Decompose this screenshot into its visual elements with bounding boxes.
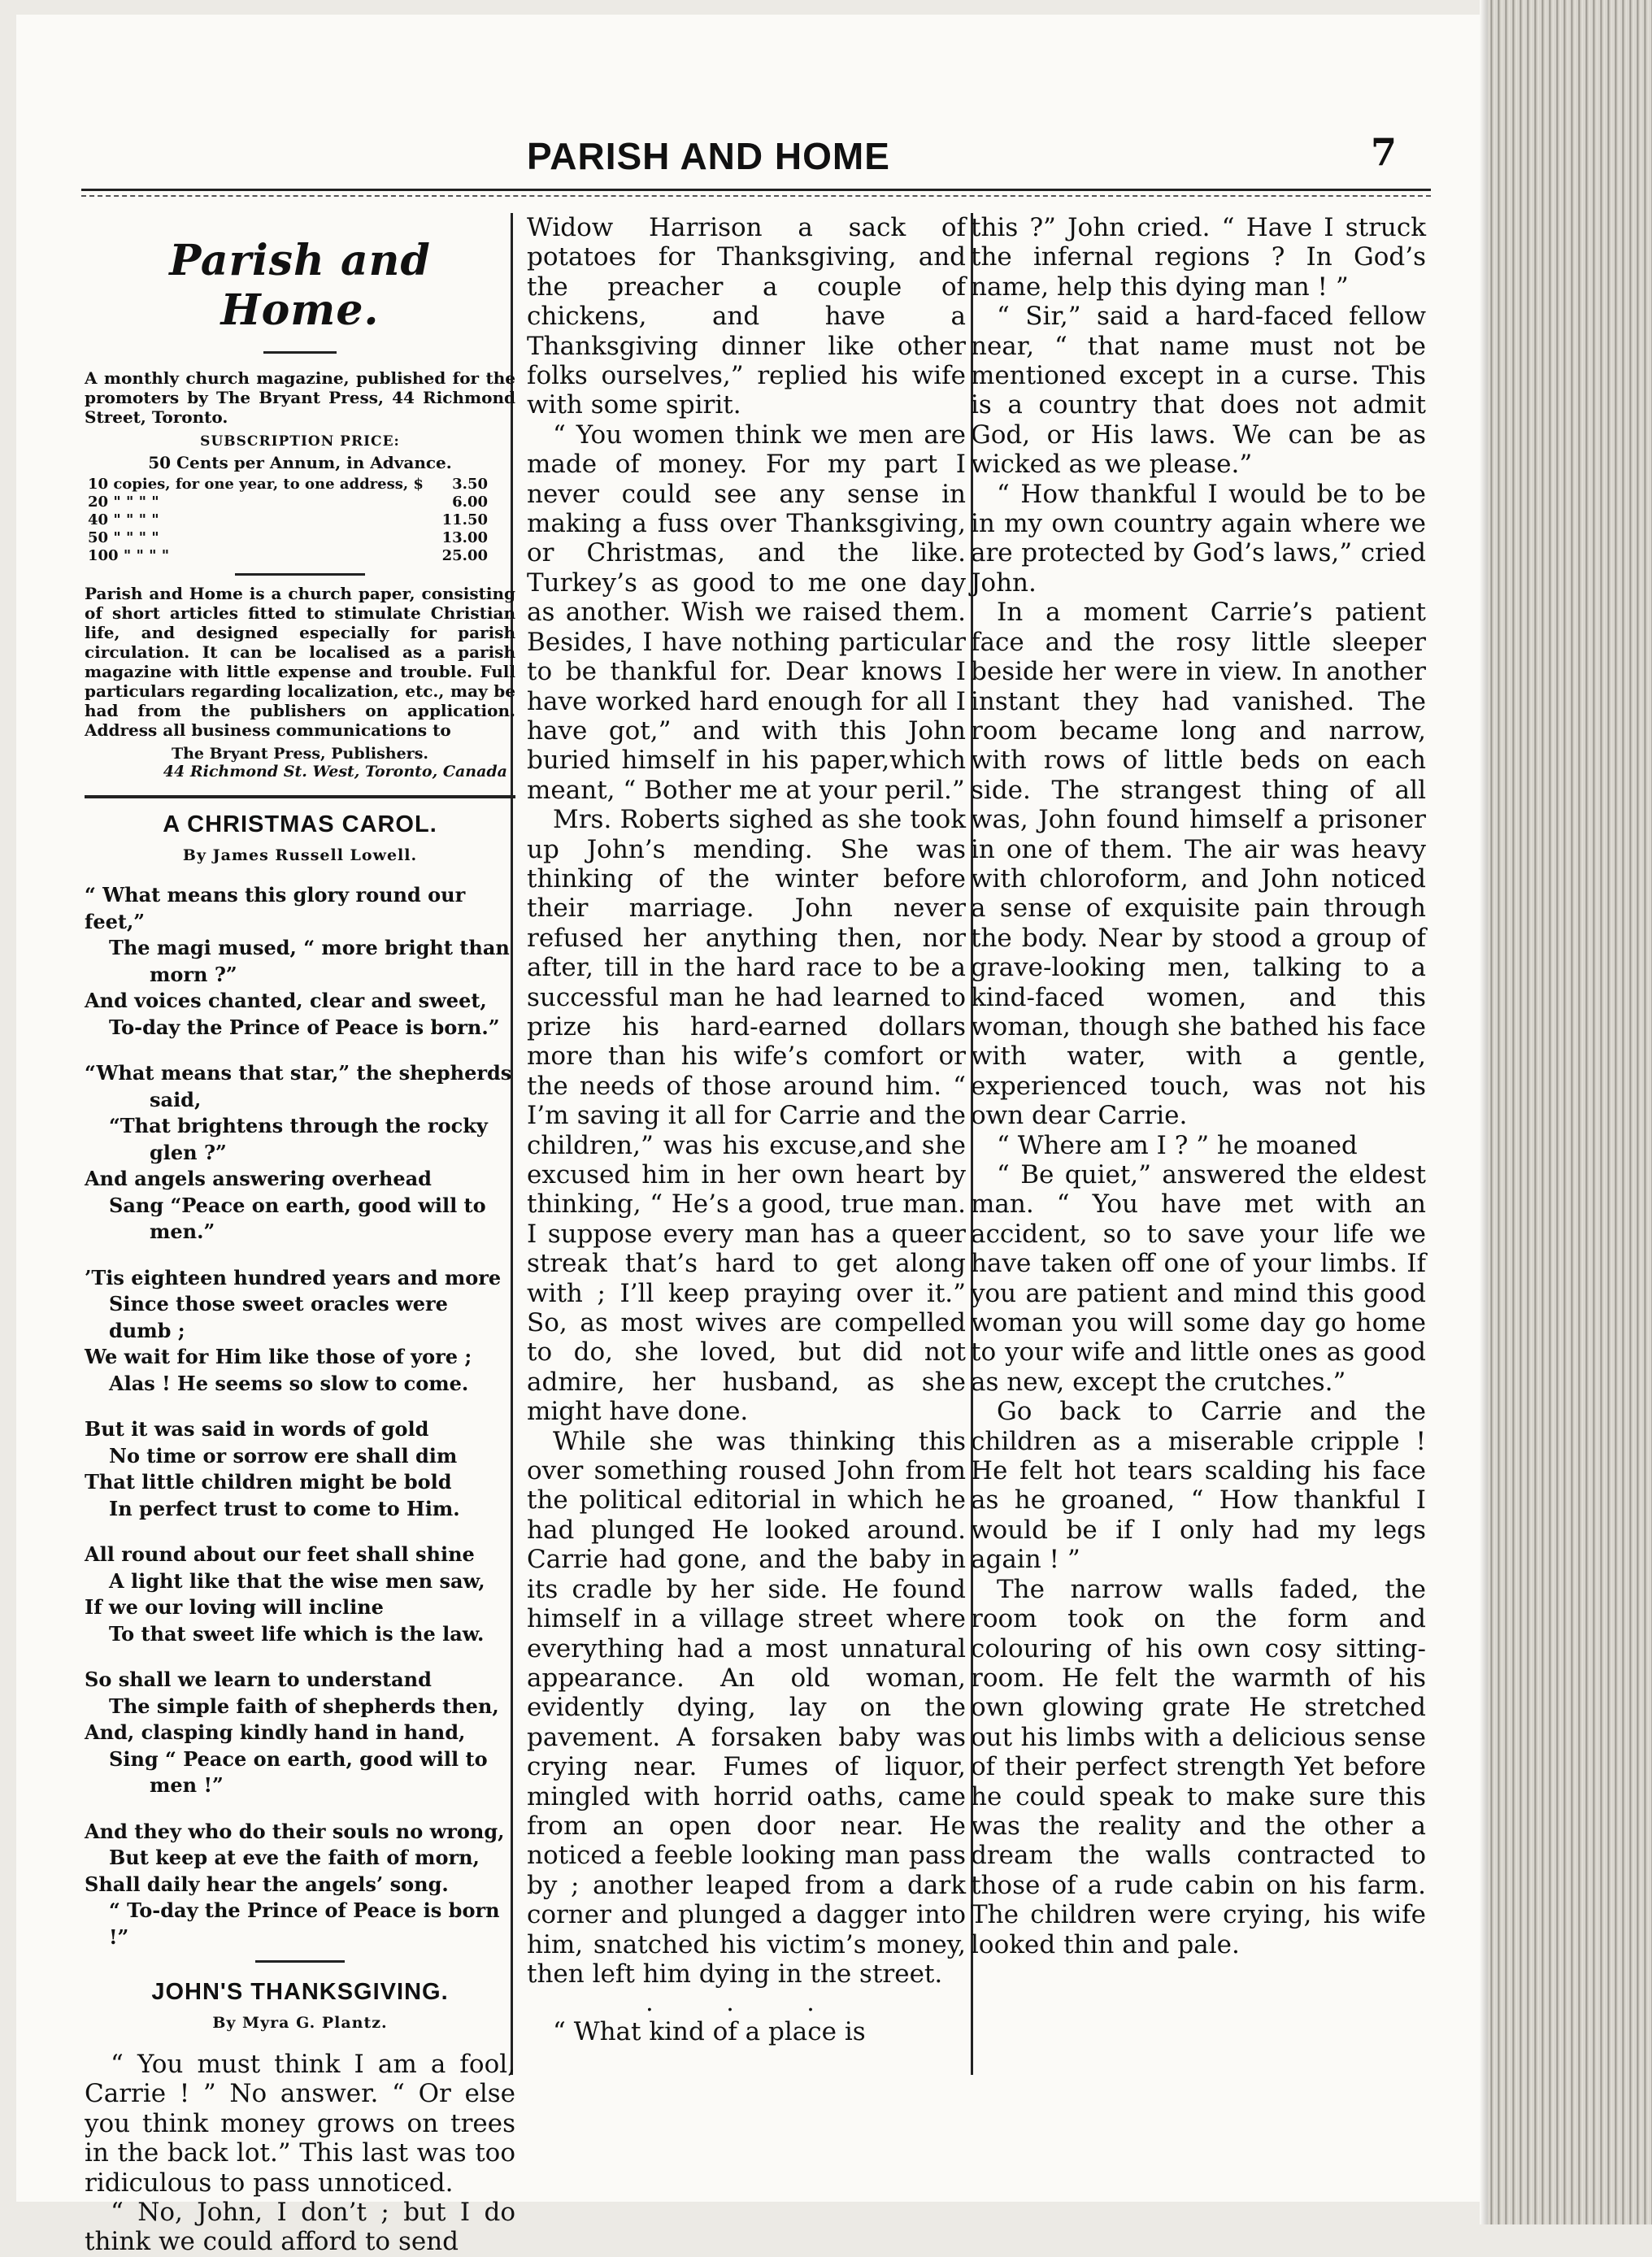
publisher-address: 44 Richmond St. West, Toronto, Canada [163,763,507,781]
rates-row [85,529,491,547]
stanza-line: ’Tis eighteen hundred years and more [85,1265,502,1289]
stanza-line: Since those sweet oracles were dumb ; [109,1292,448,1342]
rates-label: 40 " " " " [88,511,159,528]
story-paragraph: “ No, John, I don’t ; but I do think we could afford to send [85,2198,515,2257]
stanza-line: A light like that the wise men saw, [109,1568,485,1593]
rates-price: 11.50 [441,511,488,528]
story-paragraph: The narrow walls faded, the room took on the form and colouring of his own cosy sitting-room. He felt the warmth of his own glowing grate He stretched out his limbs with a delicious sense of their perfect strength Yet before he could speak to make sure this was the reality and the other a dream the walls contracted to those of a rude cabin on his farm. The children were crying, his wife looked thin and pale. [971,1574,1426,1959]
stanza-line: And, clasping kindly hand in hand, [85,1720,466,1744]
carol-stanza [85,1060,515,1246]
story-paragraph: “ What kind of a place is [553,2017,866,2047]
story-paragraph: this ?” John cried. “ Have I struck the infernal regions ? In God’s name, help this dying man ! ” [971,213,1426,302]
rates-row [85,511,491,529]
carol-stanza [85,1819,515,1951]
stanza-line: said, [150,1087,202,1111]
stanza-line: “What means that star,” the shepherds [85,1061,512,1085]
stanza-line: The magi mused, “ more bright than [109,936,510,959]
carol-stanza [85,1542,515,1647]
masthead-about: Parish and Home is a church paper, consisting of short articles fitted to stimulate Christian life, and designed especially for parish circulation. It can be localised as a parish magazine with little expense and trouble. Full particulars regarding localization, etc., may be had from the publishers on application. Address all business communications to [85,584,515,740]
stanza-line: To that sweet life which is the law. [109,1621,485,1646]
stanza-line: And angels answering overhead [85,1167,432,1190]
story-paragraph: Go back to Carrie and the children as a miserable cripple ! He felt hot tears scalding his face as he groaned, “ How thankful I would be if I only had my legs again ! ” [971,1397,1426,1575]
rates-price: 13.00 [441,529,488,546]
stanza-line: So shall we learn to understand [85,1668,432,1691]
rates-row [85,547,491,565]
column-1 [85,213,515,2257]
story-paragraph: “ How thankful I would be to be in my own country again where we are protected by God’s laws,” cried John. [971,479,1426,598]
carol-stanza [85,882,515,1041]
publisher-name: The Bryant Press, Publishers. [171,745,429,763]
stanza-line: men.” [150,1220,215,1243]
column-3 [971,213,1426,1959]
rates-row [85,476,491,494]
rates-price: 25.00 [441,547,488,564]
stanza-line: The simple faith of shepherds then, [109,1694,499,1718]
rates-rule [235,573,365,576]
rates-price: 6.00 [452,494,488,511]
rates-label: 100 " " " " [88,547,170,564]
story-paragraph: In a moment Carrie’s patient face and the rosy little sleeper beside her were in view. In another instant they had vanished. The room became long and narrow, with rows of little beds on each side. The strangest thing of all was, John found himself a prisoner in one of them. The air was heavy with chloroform, and John noticed a sense of exquisite pain through the body. Near by stood a group of grave-looking men, talking to a kind-faced women, and this woman, though she bathed his face with water, with a gentle, experienced touch, was not his own dear Carrie. [971,598,1426,1131]
column-2 [527,213,966,2047]
stanza-line: And voices chanted, clear and sweet, [85,989,487,1012]
stanza-line: All round about our feet shall shine [85,1542,475,1566]
stanza-line: If we our loving will incline [85,1595,384,1619]
stanza-line: men !” [150,1773,224,1797]
story-paragraph: “ Where am I ? ” he moaned [997,1130,1358,1160]
stanza-line: “ What means this glory round our feet,” [85,883,466,933]
stanza-line: “ To-day the Prince of Peace is born !” [109,1898,500,1949]
rates-price: 3.50 [452,476,488,493]
story-byline: By Myra G. Plantz. [212,2014,388,2032]
story-paragraph: While she was thinking this over something roused John from the political editorial in which he had plunged He looked around. Carrie had gone, and the baby in its cradle by her side. He found himself in a village street where everything had a most unnatural appearance. An old woman, evidently dying, lay on the pavement. A forsaken baby was crying near. Fumes of liquor, mingled with horrid oaths, came from an open door near. He noticed a feeble looking man pass by ; another leaped from a dark corner and plunged a dagger into him, snatched his victim’s money, then left him dying in the street. [527,1426,966,1989]
rates-label: 20 " " " " [88,494,159,511]
subscription-base-price: 50 Cents per Annum, in Advance. [148,453,452,472]
stanza-line: To-day the Prince of Peace is born.” [109,1015,500,1039]
stanza-line: Shall daily hear the angels’ song. [85,1872,449,1896]
header-rule [81,189,1431,191]
stanza-line: We wait for Him like those of yore ; [85,1345,472,1368]
rates-label: 50 " " " " [88,529,159,546]
page-number: 7 [1371,130,1398,174]
stanza-line: In perfect trust to come to Him. [109,1496,460,1520]
story-paragraph: “ Sir,” said a hard-faced fellow near, “ that name must not be mentioned except in a curse. This is a country that does not admit God, or His laws. We can be as wicked as we please.” [971,302,1426,480]
carol-stanza [85,1265,515,1398]
story-paragraph: “ Be quiet,” answered the eldest man. “ You have met with an accident, so to save your life we have taken off one of your limbs. If you are patient and mind this good woman you will some day go home to your wife and little ones as good as new, except the crutches.” [971,1160,1426,1397]
story-paragraph: “ You women think we men are made of money. For my part I never could see any sense in making a fuss over Thanksgiving, or Christmas, and the like. Turkey’s as good to me one day as another. Wish we raised them. Besides, I have nothing particular to be thankful for. Dear knows I have worked hard enough for all I have got,” and with this John buried himself in his paper,which meant, “ Bother me at your peril.” [527,420,966,805]
book-page-edges [1488,0,1652,2224]
carol-stanza [85,1416,515,1522]
stanza-line: No time or sorrow ere shall dim [109,1443,458,1468]
rates-label: 10 copies, for one year, to one address, $ [88,476,424,493]
rates-table [85,476,491,565]
masthead-title: Parish and Home. [169,236,431,335]
stanza-line: And they who do their souls no wrong, [85,1819,505,1843]
carol-byline: By James Russell Lowell. [182,846,418,864]
stanza-line: “That brightens through the rocky [109,1114,488,1137]
story-paragraph: Mrs. Roberts sighed as she took up John’s mending. She was thinking of the winter before their marriage. John never refused her anything then, nor after, till in the hard race to be a successful man he had learned to prize his hard-earned dollars more than his wife’s comfort or the needs of those around him. “ I’m saving it all for Carrie and the children,” was his excuse,and she excused him in her own heart by thinking, “ He’s a good, true man. I suppose every man has a queer streak that’s hard to get along with ; I’ll keep praying over it.” So, as most wives are compelled to do, she loved, but did not admire, her husband, as she might have done. [527,805,966,1427]
stanza-line: glen ?” [150,1140,227,1164]
rates-row [85,494,491,511]
carol-stanza [85,1667,515,1799]
subscription-heading: SUBSCRIPTION PRICE: [200,433,400,450]
stanza-line: Sang “Peace on earth, good will to [109,1193,486,1217]
stanza-line: Alas ! He seems so slow to come. [109,1371,469,1395]
masthead-rule [263,351,337,354]
header-rule-dashed [81,195,1431,197]
story-paragraph: “ You must think I am a fool, Carrie ! ” No answer. “ Or else you think money grows on trees in the back lot.” This last was too ridiculous to pass unnoticed. [85,2050,515,2198]
masthead-description: A monthly church magazine, published for the promoters by The Bryant Press, 44 Richmond Street, Toronto. [85,368,515,427]
stanza-line: But it was said in words of gold [85,1417,429,1441]
section-rule [85,795,515,798]
stanza-line: Sing “ Peace on earth, good will to [109,1746,488,1771]
story-paragraph: Widow Harrison a sack of potatoes for Thanksgiving, and the preacher a couple of chickens, and have a Thanksgiving dinner like other folks ourselves,” replied his wife with some spirit. [527,213,966,420]
story-title: JOHN'S THANKSGIVING. [151,1979,449,2005]
stanza-line: That little children might be bold [85,1470,452,1494]
section-break-dots: . . . [646,1989,847,2018]
running-header-title: PARISH AND HOME [527,135,890,177]
stanza-line: But keep at eve the faith of morn, [109,1846,480,1869]
stanza-line: morn ?” [150,962,237,986]
carol-title: A CHRISTMAS CAROL. [163,811,437,837]
section-rule [255,1960,345,1963]
